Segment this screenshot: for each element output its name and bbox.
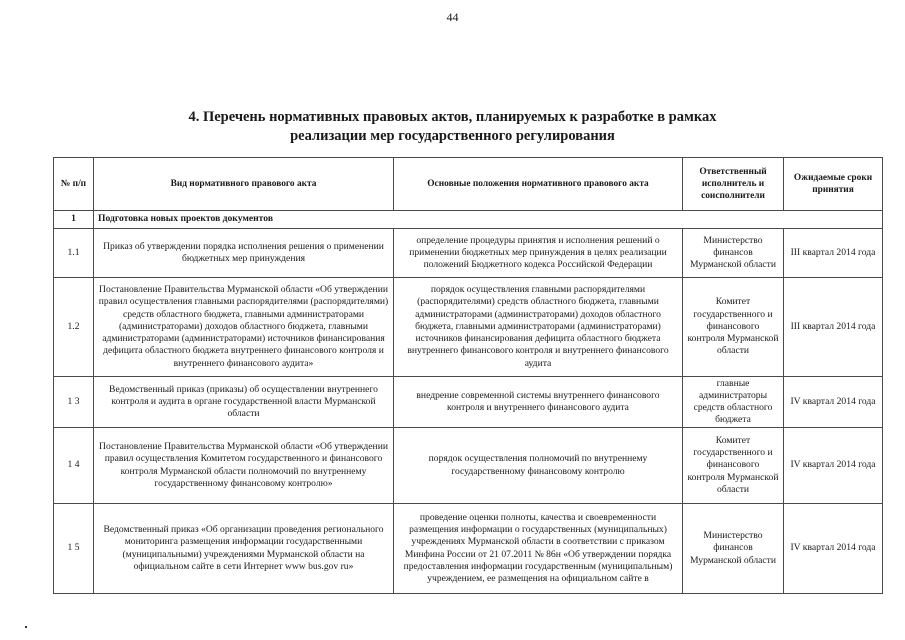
- table-row: [54, 229, 883, 278]
- header-act-type: Вид нормативного правового акта: [94, 158, 394, 211]
- row-deadline: III квартал 2014 года: [784, 229, 883, 278]
- section-row: [54, 211, 883, 229]
- table-row: [54, 428, 883, 504]
- section-heading: Подготовка новых проектов документов: [94, 211, 883, 229]
- row-act-type: Приказ об утверждении порядка исполнения решения о применении бюджетных мер принуждения: [94, 229, 394, 278]
- row-num: 1 3: [54, 377, 94, 428]
- regulatory-acts-table: [53, 157, 883, 594]
- scan-artifact: [25, 626, 27, 628]
- header-responsible: Ответственный исполнитель и соисполнители: [683, 158, 784, 211]
- section-title: [0, 108, 905, 146]
- row-main-provisions: внедрение современной системы внутреннего финансового контроля и внутреннего финансового аудита: [394, 377, 683, 428]
- row-responsible: Министерство финансов Мурманской области: [683, 229, 784, 278]
- row-responsible: Комитет государственного и финансового контроля Мурманской области: [683, 278, 784, 377]
- row-num: 1.1: [54, 229, 94, 278]
- row-num: 1 4: [54, 428, 94, 504]
- row-num: 1.2: [54, 278, 94, 377]
- table-row: [54, 377, 883, 428]
- row-main-provisions: порядок осуществления главными распорядителями (распорядителями) средств областного бюджета, главными администраторами (администраторами) доходов областного бюджета, главными администраторами (администраторами) источников финансирования дефицита областного бюджета внутреннего финансового контроля и внутреннего финансового аудита: [394, 278, 683, 377]
- row-main-provisions: порядок осуществления полномочий по внутреннему государственному финансовому контролю: [394, 428, 683, 504]
- row-deadline: IV квартал 2014 года: [784, 504, 883, 594]
- row-num: 1 5: [54, 504, 94, 594]
- table-row: [54, 278, 883, 377]
- table-header-row: [54, 158, 883, 211]
- table-row: [54, 504, 883, 594]
- title-line-1: 4. Перечень нормативных правовых актов, планируемых к разработке в рамках: [188, 109, 717, 125]
- row-deadline: IV квартал 2014 года: [784, 377, 883, 428]
- row-act-type: Постановление Правительства Мурманской области «Об утверждении правил осуществления Комитетом государственного и финансового контроля Мурманской области полномочий по внутреннему государственному финансовому контролю»: [94, 428, 394, 504]
- title-line-2: реализации мер государственного регулирования: [290, 128, 615, 144]
- row-main-provisions: проведение оценки полноты, качества и своевременности размещения информации о государственных (муниципальных) учреждениях Мурманской области в соответствии с приказом Минфина России от 21 07.2011 № 86н «Об утверждении порядка предоставления информации государственным (муниципальным) учреждением, ее размещения на официальном сайте в: [394, 504, 683, 594]
- row-responsible: Министерство финансов Мурманской области: [683, 504, 784, 594]
- header-num: № п/п: [54, 158, 94, 211]
- header-deadline: Ожидаемые сроки принятия: [784, 158, 883, 211]
- row-main-provisions: определение процедуры принятия и исполнения решений о применении бюджетных мер принуждения в целях реализации положений Бюджетного кодекса Российской Федерации: [394, 229, 683, 278]
- row-deadline: III квартал 2014 года: [784, 278, 883, 377]
- row-deadline: IV квартал 2014 года: [784, 428, 883, 504]
- row-responsible: главные администраторы средств областного бюджета: [683, 377, 784, 428]
- page-number: 44: [446, 10, 459, 24]
- section-num: 1: [54, 211, 94, 229]
- row-act-type: Постановление Правительства Мурманской области «Об утверждении правил осуществления главными распорядителями (распорядителями) средств областного бюджета, главными администраторами (администраторами) доходов областного бюджета, главными администраторами (администраторами) источников финансирования дефицита областного бюджета внутреннего финансового контроля и внутреннего финансового аудита»: [94, 278, 394, 377]
- row-act-type: Ведомственный приказ (приказы) об осуществлении внутреннего контроля и аудита в органе государственной власти Мурманской области: [94, 377, 394, 428]
- header-main-provisions: Основные положения нормативного правового акта: [394, 158, 683, 211]
- row-act-type: Ведомственный приказ «Об организации проведения регионального мониторинга размещения информации государственными (муниципальными) учреждениями Мурманской области на официальном сайте в сети Интернет www bus.gov ru»: [94, 504, 394, 594]
- row-responsible: Комитет государственного и финансового контроля Мурманской области: [683, 428, 784, 504]
